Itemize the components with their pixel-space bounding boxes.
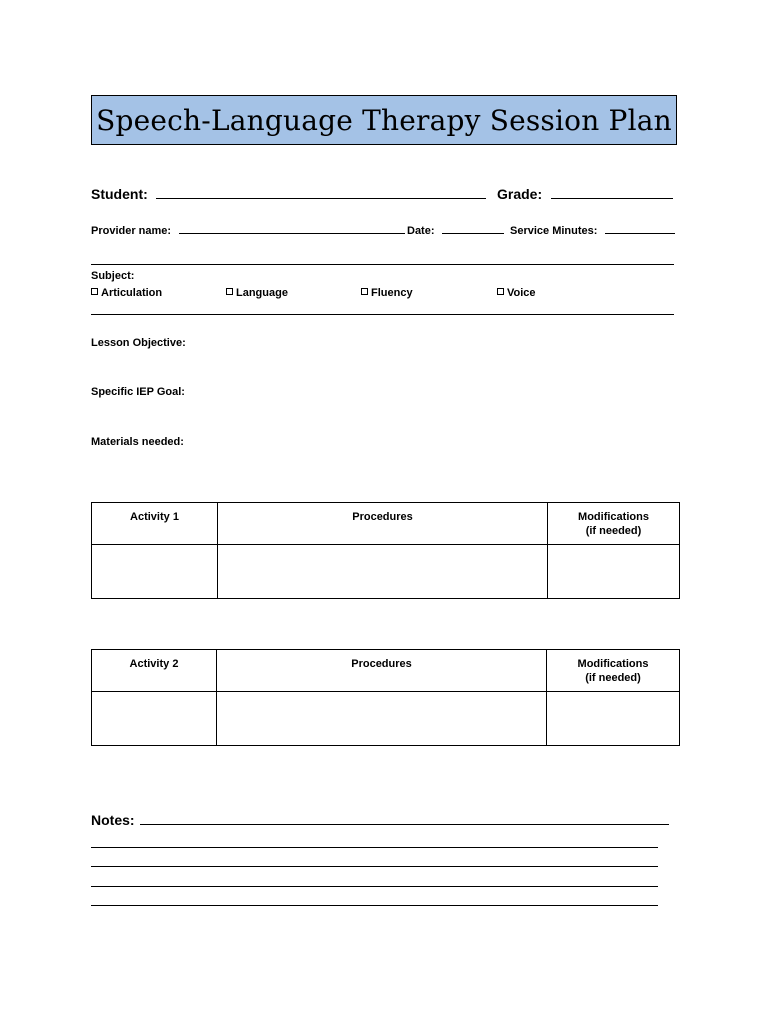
materials-label: Materials needed: [91, 436, 184, 448]
checkbox-icon[interactable] [497, 288, 504, 295]
modifications-label: Modifications [577, 658, 649, 670]
notes-line[interactable] [91, 847, 658, 848]
notes-line[interactable] [91, 886, 658, 887]
notes-line[interactable] [91, 866, 658, 867]
lesson-objective-label: Lesson Objective: [91, 337, 186, 349]
modifications-note: (if needed) [585, 525, 642, 537]
modifications-header [547, 650, 680, 692]
grade-label: Grade: [497, 186, 543, 202]
date-label: Date: [407, 225, 435, 237]
activity-1-procedures-cell[interactable] [218, 545, 548, 599]
service-minutes-field[interactable] [605, 223, 675, 234]
provider-field[interactable] [179, 223, 405, 234]
subject-option-language[interactable] [226, 287, 288, 299]
procedures-header: Procedures [217, 650, 547, 692]
service-minutes-label: Service Minutes: [510, 225, 598, 237]
subject-option-label: Fluency [371, 287, 413, 299]
provider-row [91, 221, 405, 239]
subject-option-label: Language [236, 287, 288, 299]
grade-field[interactable] [551, 188, 673, 199]
subject-option-fluency[interactable] [361, 287, 413, 299]
divider-line [91, 314, 674, 315]
subject-option-label: Articulation [101, 287, 163, 299]
provider-label: Provider name: [91, 225, 172, 237]
title-banner [91, 95, 677, 145]
activity-1-modifications-cell[interactable] [548, 545, 680, 599]
activity-2-modifications-cell[interactable] [547, 692, 680, 746]
date-field[interactable] [442, 223, 504, 234]
page-title: Speech-Language Therapy Session Plan [96, 103, 672, 137]
activity-name-cell: Activity 1 [92, 503, 218, 545]
modifications-header [548, 503, 680, 545]
activity-2-table [91, 649, 680, 746]
activity-2-input-cell[interactable] [92, 692, 217, 746]
date-row [407, 221, 504, 239]
checkbox-icon[interactable] [226, 288, 233, 295]
activity-name-cell: Activity 2 [92, 650, 217, 692]
activity-2-procedures-cell[interactable] [217, 692, 547, 746]
notes-label: Notes: [91, 812, 135, 828]
procedures-header: Procedures [218, 503, 548, 545]
subject-label: Subject: [91, 270, 135, 282]
checkbox-icon[interactable] [91, 288, 98, 295]
subject-option-articulation[interactable] [91, 287, 162, 299]
service-minutes-row [510, 221, 675, 239]
student-label: Student: [91, 186, 148, 202]
notes-row [91, 812, 669, 830]
divider-line [91, 264, 674, 265]
activity-1-input-cell[interactable] [92, 545, 218, 599]
activity-1-table [91, 502, 680, 599]
notes-line[interactable] [91, 905, 658, 906]
subject-option-voice[interactable] [497, 287, 536, 299]
subject-option-label: Voice [507, 287, 536, 299]
modifications-note: (if needed) [585, 672, 641, 684]
iep-goal-label: Specific IEP Goal: [91, 386, 185, 398]
notes-field[interactable] [140, 814, 669, 825]
student-row [91, 186, 486, 204]
checkbox-icon[interactable] [361, 288, 368, 295]
modifications-label: Modifications [578, 511, 649, 523]
grade-row [497, 186, 673, 204]
student-field[interactable] [156, 188, 486, 199]
